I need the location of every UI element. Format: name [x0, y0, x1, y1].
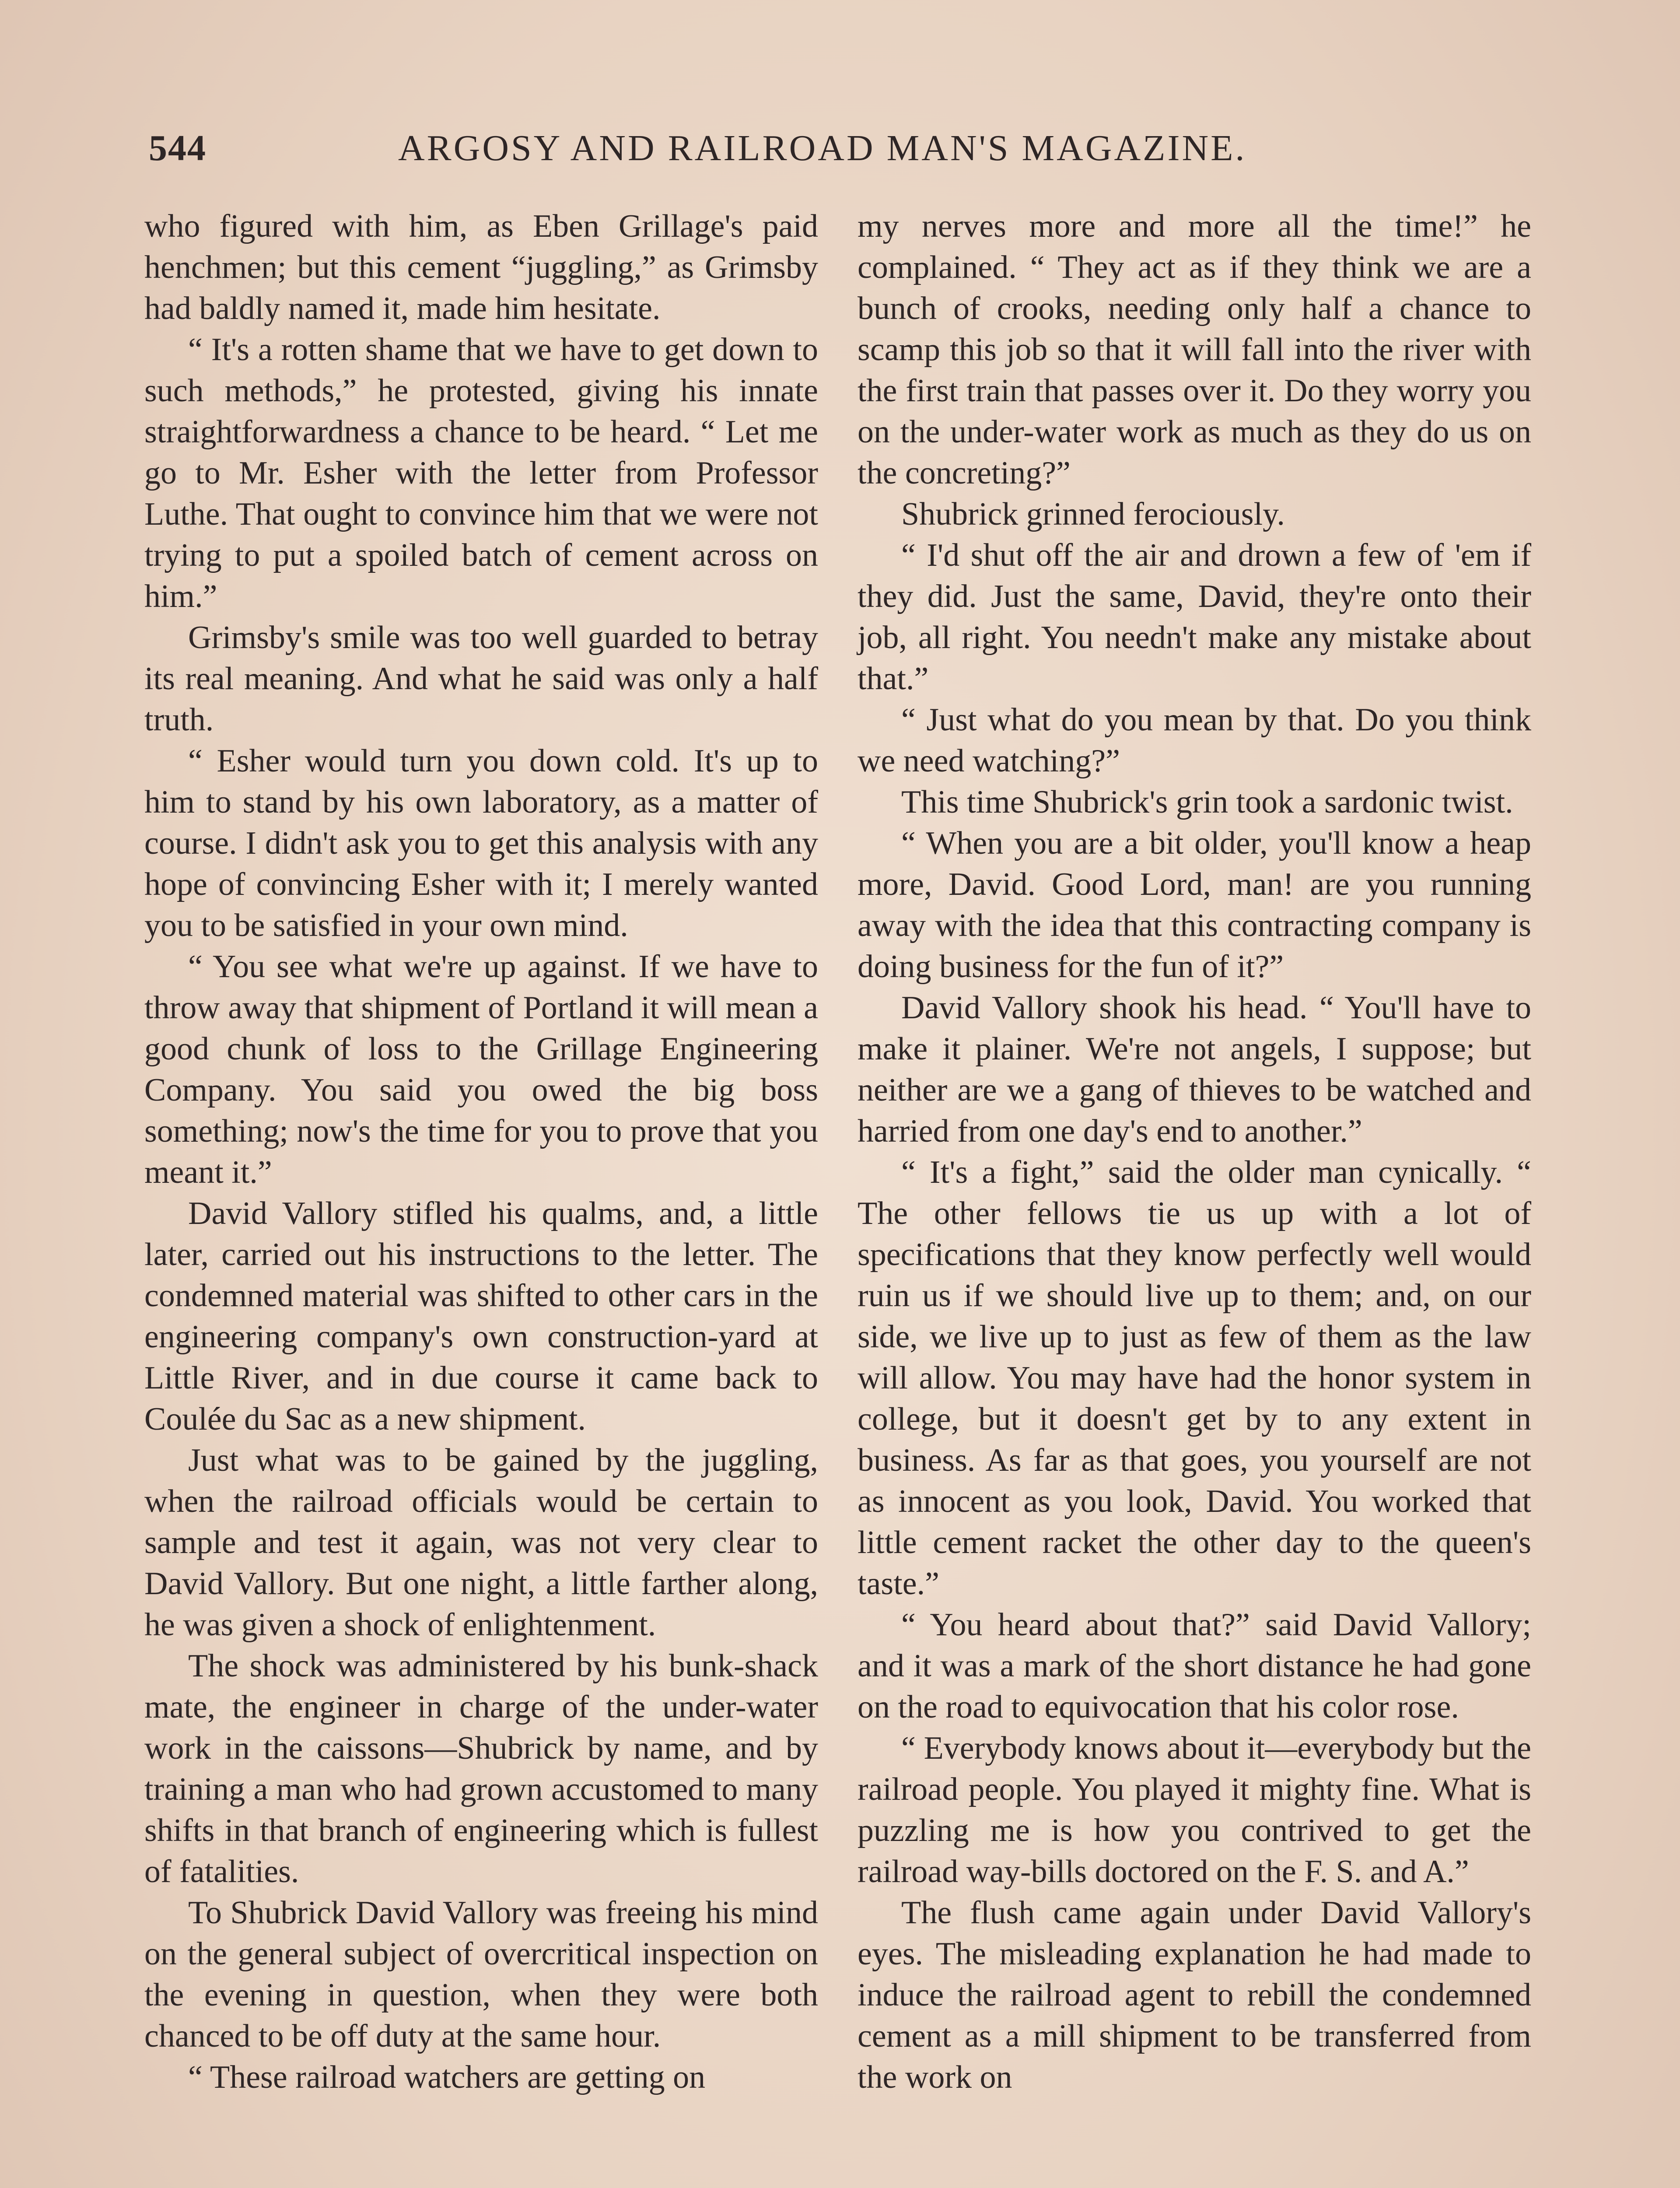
paragraph: This time Shubrick's grin took a sardonic twist.: [901, 784, 1513, 820]
paragraph: The flush came again under David Vallory's eyes. The misleading explanation he had made to induce the railroad agent to rebill the condemned cement as a mill shipment to be transferred from the work on: [858, 1895, 1531, 2095]
page-number: 544: [149, 128, 206, 168]
page-header: [144, 127, 1544, 184]
paragraph: “ You see what we're up against. If we have to throw away that shipment of Portland it will mean a good chunk of loss to the Grillage Engineering Company. You said you owed the big boss something; now's the time for you to prove that you meant it.”: [144, 949, 818, 1190]
running-head: ARGOSY AND RAILROAD MAN'S MAGAZINE.: [398, 128, 1247, 168]
paragraph: Shubrick grinned ferociously.: [901, 496, 1285, 532]
paragraph: To Shubrick David Vallory was freeing his mind on the general subject of overcritical inspection on the evening in question, when they were both chanced to be off duty at the same hour.: [144, 1895, 818, 2054]
left-column: [144, 206, 818, 2098]
paragraph: who figured with him, as Eben Grillage's paid henchmen; but this cement “juggling,” as Grimsby had baldly named it, made him hesitate.: [144, 208, 818, 326]
paragraph: Grimsby's smile was too well guarded to betray its real meaning. And what he said was only a half truth.: [144, 620, 818, 738]
paragraph: my nerves more and more all the time!” he complained. “ They act as if they think we are a bunch of crooks, needing only half a chance to scamp this job so that it will fall into the river with the first train that passes over it. Do they worry you on the under-water work as much as they do us on the concreting?”: [858, 208, 1531, 491]
paragraph: “ I'd shut off the air and drown a few of 'em if they did. Just the same, David, they're onto their job, all right. You needn't make any mistake about that.”: [858, 537, 1531, 697]
paragraph: David Vallory shook his head. “ You'll have to make it plainer. We're not angels, I suppose; but neither are we a gang of thieves to be watched and harried from one day's end to another.”: [858, 990, 1531, 1149]
paragraph: David Vallory stifled his qualms, and, a little later, carried out his instructions to the letter. The condemned material was shifted to other cars in the engineering company's own construction-yard at Little River, and in due course it came back to Coulée du Sac as a new shipment.: [144, 1196, 818, 1437]
paragraph: “ When you are a bit older, you'll know a heap more, David. Good Lord, man! are you running away with the idea that this contracting company is doing business for the fun of it?”: [858, 825, 1531, 985]
paragraph: “ These railroad watchers are getting on: [188, 2059, 706, 2095]
paragraph: Just what was to be gained by the juggling, when the railroad officials would be certain to sample and test it again, was not very clear to David Vallory. But one night, a little farther along, he was given a shock of enlightenment.: [144, 1442, 818, 1643]
paragraph: “ Just what do you mean by that. Do you think we need watching?”: [858, 702, 1531, 779]
paragraph: “ Esher would turn you down cold. It's up to him to stand by his own laboratory, as a matter of course. I didn't ask you to get this analysis with any hope of convincing Esher with it; I merely wanted you to be satisfied in your own mind.: [144, 743, 818, 943]
paragraph: “ It's a rotten shame that we have to get down to such methods,” he protested, giving his innate straightforwardness a chance to be heard. “ Let me go to Mr. Esher with the letter from Professor Luthe. That ought to convince him that we were not trying to put a spoiled batch of cement across on him.”: [144, 332, 818, 614]
paragraph: The shock was administered by his bunk-shack mate, the engineer in charge of the under-water work in the caissons—Shubrick by name, and by training a man who had grown accustomed to many shifts in that branch of engineering which is fullest of fatalities.: [144, 1648, 818, 1890]
paragraph: “ You heard about that?” said David Vallory; and it was a mark of the short distance he had gone on the road to equivocation that his color rose.: [858, 1607, 1531, 1725]
paragraph: “ It's a fight,” said the older man cynically. “ The other fellows tie us up with a lot of specifications that they know perfectly well would ruin us if we should live up to them; and, on our side, we live up to just as few of them as the law will allow. You may have had the honor system in college, but it doesn't get by to any extent in business. As far as that goes, you yourself are not as innocent as you look, David. You worked that little cement racket the other day to the queen's taste.”: [858, 1154, 1531, 1602]
right-column: [858, 206, 1531, 2098]
paragraph: “ Everybody knows about it—everybody but the railroad people. You played it mighty fine. What is puzzling me is how you contrived to get the railroad way-bills doctored on the F. S. and A.”: [858, 1730, 1531, 1890]
